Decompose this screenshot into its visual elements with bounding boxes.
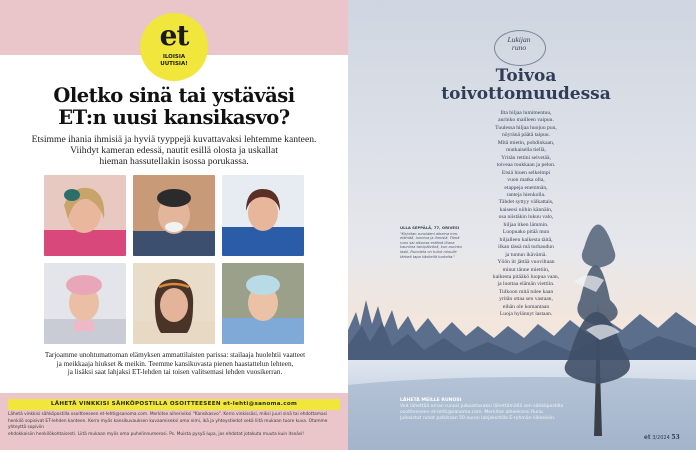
poem-line: kaiseesi niihin kännäin, xyxy=(499,206,553,213)
send-poem-heading: LÄHETÄ MEILLE RUNOSI xyxy=(400,398,462,403)
poem-line: Etsiä hiuen selkeimpi xyxy=(501,169,551,176)
poem-line: toiveaa toukkaan ja pelon. xyxy=(496,162,556,169)
poem-line: Mitä mietin, pohdinkaan, xyxy=(497,139,555,146)
portrait-photo-1 xyxy=(44,175,126,256)
poem-line: mutkaisella tiellä, xyxy=(506,147,546,154)
description-line-2: ja meikkaaja hiukset & meikin. Teemme kansikuvasta pienen haastattelun lehteen, xyxy=(56,359,294,368)
footer-text xyxy=(8,412,340,438)
intro-line-3: hieman hassutellakin isossa porukassa. xyxy=(99,156,249,167)
page-number: 53 xyxy=(671,434,680,441)
headline-line-2: ET:n uusi kansikasvo? xyxy=(58,106,290,129)
badge-line-2: runo xyxy=(511,43,527,52)
poem-line: Luopuako pitää mun xyxy=(502,229,550,236)
poem-line: hiljalleen kaikesta täitä, xyxy=(499,236,553,243)
send-poem-info xyxy=(400,398,660,422)
et-logo-mark: et xyxy=(159,19,189,52)
poem-line: ilkan tässä mä turhaudun xyxy=(498,244,554,251)
page-brand: et xyxy=(644,434,651,441)
description-line-1: Tarjoamme unohtumattoman elämyksen ammattilaisten parissa: stailaaja huolehtii vaatteet xyxy=(44,351,306,359)
send-poem-line-3: Julkaistut runot palkitaan 50 euron lahjakortilla E-ryhmän liikkeisiin. xyxy=(400,416,556,421)
portrait-photo-5 xyxy=(133,263,215,344)
poem-title xyxy=(436,67,616,103)
intro-text xyxy=(22,134,326,167)
poem-line: yritän ottaa sen vastaan, xyxy=(499,296,553,303)
footer-line-1: Lähetä vinkkisi sähköpostilla osoitteeseen et-lehti@sanoma.com. Merkitse aiheriviksi "Kansikasvo". Kerro vinkissäsi, miksi juuri sinä tai ehdottamasi xyxy=(8,412,328,417)
description-line-3: ja lisäksi saat lahjaksi ET-lehden tai toisen valitsemasi lehden vuosikerran. xyxy=(67,368,283,377)
page-footer xyxy=(644,434,680,441)
poem-line: nöyränä päätä taipuu. xyxy=(502,132,550,139)
intro-line-1: Etsimme ihania ihmisiä ja hyviä tyyppejä kuvattavaksi lehtemme kanteen. xyxy=(31,134,317,145)
footer-heading: LÄHETÄ VINKKISI SÄHKÖPOSTILLA OSOITTEESEEN et-lehti@sanoma.com xyxy=(50,401,298,407)
poem-line: kaikesta pitääkö luopua vaan, xyxy=(492,273,560,280)
poem-line: Tulkoon mitä tulee kaan xyxy=(498,288,554,295)
send-poem-line-1: Voit lähettää oman runosi julkaistavaksi lähettämällä sen sähköpostilla xyxy=(400,404,564,409)
poem-line: hiljaa itken lämmin. xyxy=(503,221,549,228)
author-name: ULLA SEPPÄLÄ, 77, ORIVESI xyxy=(400,225,460,230)
poem-line: Yöön iit jättää vuoviltaan xyxy=(497,259,555,266)
poem-line: Yritän rettini selvetää, xyxy=(501,154,551,161)
intro-line-2: Viihdyt kameran edessä, nautit esillä olosta ja uskallat xyxy=(70,145,278,156)
portrait-photo-6 xyxy=(222,263,304,344)
poem-line: Ilta hiljaa lumimentuu, xyxy=(500,110,552,116)
poem-line: ja luottaa elämän viettiin. xyxy=(497,281,555,288)
right-page xyxy=(348,0,696,450)
description-text xyxy=(26,351,324,377)
poem-title-line-2: toivottomuudessa xyxy=(441,84,611,104)
poem-line: ja tuntun ikävämä. xyxy=(505,251,547,258)
headline-line-1: Oletko sinä tai ystäväsi xyxy=(53,84,295,107)
et-logo-badge xyxy=(140,13,208,81)
poem-line: eihän ole komantaan xyxy=(502,303,550,310)
poem-line: ranteja hienkolla. xyxy=(506,191,546,198)
poem-line: aurinko mailleen vaipuu. xyxy=(498,117,554,124)
logo-tagline-2: UUTISIA! xyxy=(160,61,188,67)
poem-line: minut tänne miettiin, xyxy=(502,266,550,273)
reader-poem-badge xyxy=(498,36,540,58)
poem-line: Tähdet syttyy välkattais, xyxy=(498,199,554,206)
portrait-photo-2 xyxy=(133,175,215,256)
logo-tagline-1: ILOISIA xyxy=(162,54,186,60)
poem-body xyxy=(476,110,576,319)
footer-heading-bar xyxy=(8,399,340,410)
poem-line: Luoja hylännyt lastaan. xyxy=(499,311,553,318)
poem-line: Tuulessa hiljaa huojuu puu, xyxy=(495,124,557,131)
headline xyxy=(0,85,348,129)
portrait-photo-4 xyxy=(44,263,126,344)
send-poem-line-2: osoitteeseen et-lehti@sanoma.com. Merkitse aiheeksesi Runo. xyxy=(400,410,545,415)
footer-line-3: ehdokkaisiin henkilökohtaisesti. Liitä mukaan myös oma puhelinnumerosi. Ps. Muista pysyä lupa, jos ehdotat jotakuta muuta kuin itseäsi! xyxy=(8,431,305,437)
poem-line: osa niistäkin lukuu valo, xyxy=(498,214,554,221)
footer-line-2: henkilö sopisivat ET-lehden kanteen. Kerro myös kansikuvauksen kuvaamiseksi oma nimi, ikä ja yhteystiedot sekä liitä mukaan tuore kuva. Otamme yhteyttä sopiviin xyxy=(8,418,328,431)
author-block xyxy=(400,226,466,259)
portrait-photo-3 xyxy=(222,175,304,256)
poem-line: vuon matka olla, xyxy=(507,177,545,184)
author-quote: "Kirjoitan runoideni aiheina mm. elämää, luontoa ja ihmisiä. Tämä runo sai alkunsa eräänä iltana kauniina talvipäivänä, kun aurinko laski. Runoista on tullut minulle tärkeä tapa käsitellä tunteita." xyxy=(400,231,463,259)
poem-title-line-1: Toivoa xyxy=(495,66,557,86)
badge-line-1: Lukijan xyxy=(507,35,531,44)
poem-line: etappeja enemmän, xyxy=(504,184,548,191)
page-issue: 3/2024 xyxy=(652,435,670,441)
